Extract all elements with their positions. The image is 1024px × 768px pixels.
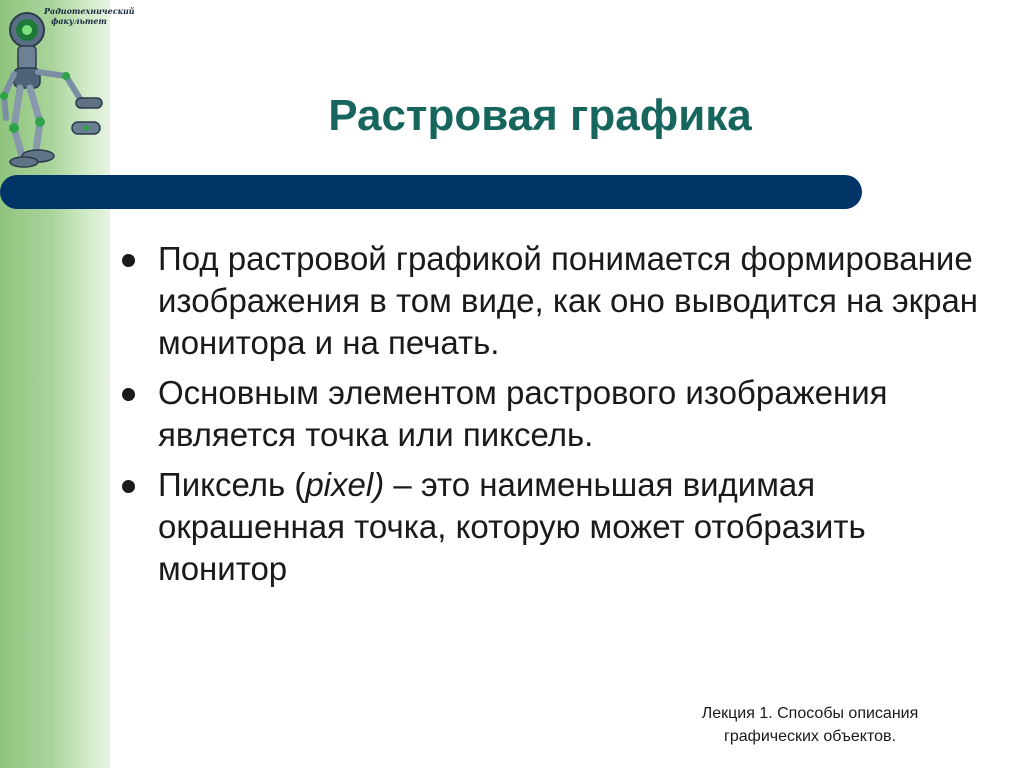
footer-line1: Лекция 1. Способы описания xyxy=(701,705,919,722)
faculty-logo xyxy=(0,0,135,175)
bullet-list xyxy=(120,238,980,598)
footer-lecture-caption xyxy=(650,702,970,748)
bullet-dot-icon xyxy=(122,254,135,267)
title-underline-bar xyxy=(0,175,862,209)
bullet-text: Основным элементом растрового изображения является точка или пиксель. xyxy=(158,374,888,453)
bullet-text-after: – это наименьшая видимая окрашенная точка, которую может отобразить монитор xyxy=(158,466,866,587)
bullet-item-element xyxy=(120,372,980,456)
footer-line2: графических объектов. xyxy=(724,728,896,745)
bullet-text-before: Пиксель ( xyxy=(158,466,306,503)
faculty-name xyxy=(44,6,135,26)
faculty-name-line2: факультет xyxy=(51,16,107,26)
bullet-dot-icon xyxy=(122,480,135,493)
bullet-text: Под растровой графикой понимается формирование изображения в том виде, как оно выводится на экран монитора и на печать. xyxy=(158,240,979,361)
robot-mascot-icon xyxy=(0,0,135,175)
bullet-item-pixel xyxy=(120,464,980,590)
faculty-name-line1: Радиотехнический xyxy=(44,6,135,16)
slide-title: Растровая графика xyxy=(328,91,752,140)
bullet-dot-icon xyxy=(122,388,135,401)
bullet-text-term: pixel) xyxy=(305,466,385,503)
bullet-item-definition xyxy=(120,238,980,364)
